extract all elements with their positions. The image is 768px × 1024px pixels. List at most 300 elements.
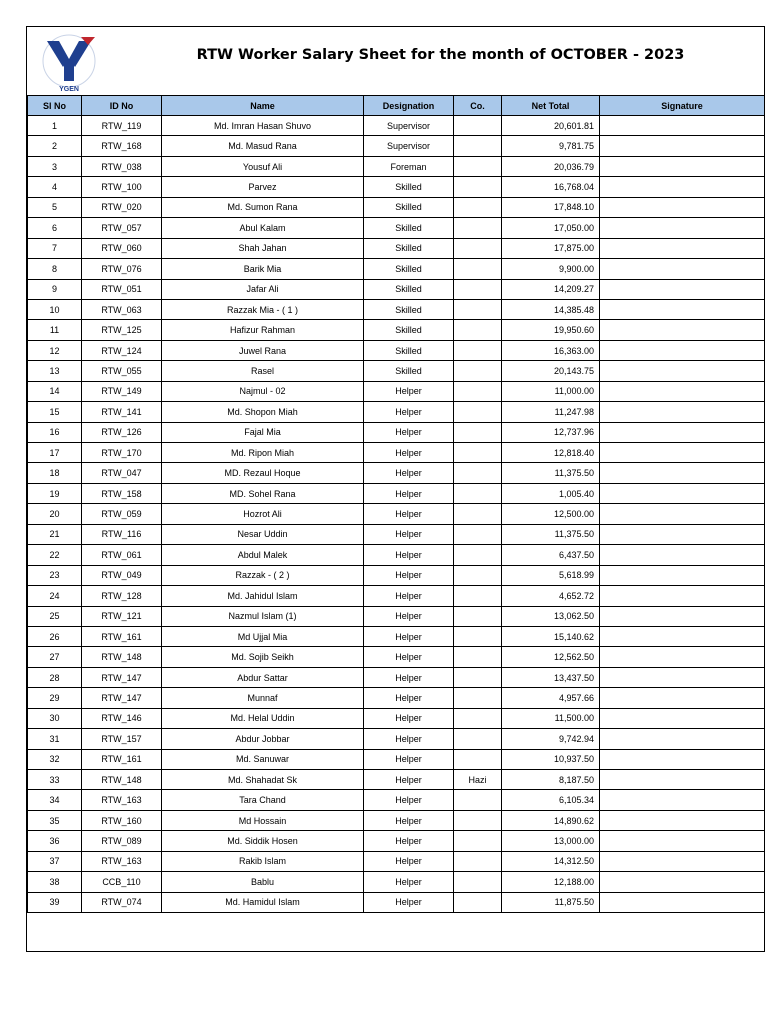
cell-co — [454, 156, 502, 176]
cell-id-no: RTW_146 — [82, 708, 162, 728]
cell-name: Yousuf Ali — [162, 156, 364, 176]
salary-table — [27, 95, 765, 913]
table-row — [28, 892, 765, 912]
cell-signature — [600, 279, 765, 299]
cell-signature — [600, 136, 765, 156]
cell-designation: Helper — [364, 504, 454, 524]
table-row — [28, 116, 765, 136]
cell-designation: Helper — [364, 586, 454, 606]
cell-id-no: CCB_110 — [82, 872, 162, 892]
sheet-header — [27, 27, 764, 95]
cell-designation: Skilled — [364, 177, 454, 197]
cell-signature — [600, 402, 765, 422]
cell-net-total: 4,652.72 — [502, 586, 600, 606]
cell-designation: Helper — [364, 667, 454, 687]
cell-designation: Skilled — [364, 238, 454, 258]
cell-name: Rakib Islam — [162, 851, 364, 871]
cell-signature — [600, 606, 765, 626]
cell-sl-no: 12 — [28, 340, 82, 360]
cell-net-total: 11,247.98 — [502, 402, 600, 422]
cell-co — [454, 361, 502, 381]
table-row — [28, 647, 765, 667]
cell-net-total: 9,742.94 — [502, 729, 600, 749]
cell-signature — [600, 770, 765, 790]
cell-co — [454, 483, 502, 503]
cell-signature — [600, 688, 765, 708]
cell-designation: Helper — [364, 545, 454, 565]
cell-sl-no: 15 — [28, 402, 82, 422]
cell-designation: Skilled — [364, 279, 454, 299]
cell-id-no: RTW_119 — [82, 116, 162, 136]
cell-sl-no: 2 — [28, 136, 82, 156]
cell-co — [454, 729, 502, 749]
cell-id-no: RTW_148 — [82, 647, 162, 667]
cell-signature — [600, 708, 765, 728]
cell-sl-no: 29 — [28, 688, 82, 708]
table-row — [28, 299, 765, 319]
cell-net-total: 11,375.50 — [502, 463, 600, 483]
cell-sl-no: 36 — [28, 831, 82, 851]
cell-net-total: 14,312.50 — [502, 851, 600, 871]
cell-sl-no: 32 — [28, 749, 82, 769]
table-row — [28, 831, 765, 851]
cell-signature — [600, 381, 765, 401]
cell-net-total: 1,005.40 — [502, 483, 600, 503]
cell-name: Md. Siddik Hosen — [162, 831, 364, 851]
cell-name: Md Ujjal Mia — [162, 626, 364, 646]
cell-id-no: RTW_121 — [82, 606, 162, 626]
cell-designation: Supervisor — [364, 116, 454, 136]
cell-net-total: 11,500.00 — [502, 708, 600, 728]
table-row — [28, 381, 765, 401]
cell-signature — [600, 810, 765, 830]
cell-sl-no: 19 — [28, 483, 82, 503]
table-row — [28, 851, 765, 871]
cell-net-total: 12,818.40 — [502, 443, 600, 463]
cell-name: Razzak Mia - ( 1 ) — [162, 299, 364, 319]
cell-name: Nesar Uddin — [162, 524, 364, 544]
cell-designation: Helper — [364, 381, 454, 401]
cell-name: Jafar Ali — [162, 279, 364, 299]
cell-sl-no: 3 — [28, 156, 82, 176]
cell-co — [454, 810, 502, 830]
cell-signature — [600, 831, 765, 851]
table-row — [28, 259, 765, 279]
cell-sl-no: 25 — [28, 606, 82, 626]
cell-sl-no: 4 — [28, 177, 82, 197]
cell-co — [454, 381, 502, 401]
col-header-sl-no: Sl No — [28, 96, 82, 116]
cell-net-total: 20,036.79 — [502, 156, 600, 176]
sheet-title: RTW Worker Salary Sheet for the month of OCTOBER - 2023 — [196, 47, 685, 63]
cell-name: Md. Sanuwar — [162, 749, 364, 769]
cell-net-total: 14,385.48 — [502, 299, 600, 319]
table-row — [28, 626, 765, 646]
cell-sl-no: 22 — [28, 545, 82, 565]
cell-signature — [600, 545, 765, 565]
cell-co — [454, 892, 502, 912]
table-row — [28, 586, 765, 606]
cell-name: Bablu — [162, 872, 364, 892]
table-row — [28, 443, 765, 463]
cell-co — [454, 647, 502, 667]
table-header-row — [28, 96, 765, 116]
cell-co — [454, 851, 502, 871]
cell-co — [454, 443, 502, 463]
cell-sl-no: 7 — [28, 238, 82, 258]
cell-sl-no: 20 — [28, 504, 82, 524]
table-row — [28, 402, 765, 422]
cell-signature — [600, 729, 765, 749]
cell-co — [454, 688, 502, 708]
cell-id-no: RTW_061 — [82, 545, 162, 565]
cell-signature — [600, 667, 765, 687]
table-row — [28, 708, 765, 728]
cell-name: Md. Jahidul Islam — [162, 586, 364, 606]
cell-name: Md. Masud Rana — [162, 136, 364, 156]
cell-signature — [600, 259, 765, 279]
cell-signature — [600, 238, 765, 258]
cell-sl-no: 28 — [28, 667, 82, 687]
table-row — [28, 197, 765, 217]
cell-co — [454, 320, 502, 340]
cell-name: Hozrot Ali — [162, 504, 364, 524]
cell-designation: Helper — [364, 647, 454, 667]
cell-signature — [600, 504, 765, 524]
cell-signature — [600, 565, 765, 585]
cell-signature — [600, 177, 765, 197]
cell-co — [454, 565, 502, 585]
cell-sl-no: 34 — [28, 790, 82, 810]
cell-co — [454, 545, 502, 565]
ygen-logo-icon — [37, 33, 101, 93]
cell-id-no: RTW_100 — [82, 177, 162, 197]
cell-co — [454, 524, 502, 544]
table-row — [28, 463, 765, 483]
cell-net-total: 4,957.66 — [502, 688, 600, 708]
table-row — [28, 238, 765, 258]
col-header-designation: Designation — [364, 96, 454, 116]
cell-name: Md. Hamidul Islam — [162, 892, 364, 912]
table-row — [28, 504, 765, 524]
cell-id-no: RTW_168 — [82, 136, 162, 156]
cell-co — [454, 626, 502, 646]
cell-sl-no: 11 — [28, 320, 82, 340]
cell-signature — [600, 340, 765, 360]
cell-co — [454, 667, 502, 687]
table-row — [28, 606, 765, 626]
cell-designation: Skilled — [364, 197, 454, 217]
cell-signature — [600, 790, 765, 810]
cell-net-total: 9,781.75 — [502, 136, 600, 156]
table-row — [28, 872, 765, 892]
cell-id-no: RTW_161 — [82, 749, 162, 769]
cell-name: Md. Imran Hasan Shuvo — [162, 116, 364, 136]
cell-designation: Helper — [364, 483, 454, 503]
cell-net-total: 12,500.00 — [502, 504, 600, 524]
cell-name: Razzak - ( 2 ) — [162, 565, 364, 585]
cell-id-no: RTW_163 — [82, 790, 162, 810]
cell-co — [454, 402, 502, 422]
cell-co — [454, 708, 502, 728]
cell-designation: Helper — [364, 790, 454, 810]
cell-net-total: 17,848.10 — [502, 197, 600, 217]
cell-net-total: 13,062.50 — [502, 606, 600, 626]
cell-net-total: 10,937.50 — [502, 749, 600, 769]
cell-designation: Helper — [364, 892, 454, 912]
cell-net-total: 19,950.60 — [502, 320, 600, 340]
cell-net-total: 11,375.50 — [502, 524, 600, 544]
cell-designation: Helper — [364, 402, 454, 422]
cell-id-no: RTW_170 — [82, 443, 162, 463]
cell-name: Rasel — [162, 361, 364, 381]
cell-id-no: RTW_148 — [82, 770, 162, 790]
cell-id-no: RTW_055 — [82, 361, 162, 381]
cell-net-total: 13,437.50 — [502, 667, 600, 687]
cell-sl-no: 21 — [28, 524, 82, 544]
cell-net-total: 14,890.62 — [502, 810, 600, 830]
cell-name: Munnaf — [162, 688, 364, 708]
cell-co — [454, 299, 502, 319]
cell-co — [454, 790, 502, 810]
cell-sl-no: 10 — [28, 299, 82, 319]
cell-signature — [600, 647, 765, 667]
cell-id-no: RTW_161 — [82, 626, 162, 646]
cell-co — [454, 504, 502, 524]
cell-net-total: 20,143.75 — [502, 361, 600, 381]
cell-sl-no: 35 — [28, 810, 82, 830]
cell-signature — [600, 586, 765, 606]
cell-designation: Skilled — [364, 340, 454, 360]
cell-sl-no: 18 — [28, 463, 82, 483]
table-row — [28, 770, 765, 790]
cell-co — [454, 872, 502, 892]
table-body — [28, 116, 765, 913]
cell-name: Barik Mia — [162, 259, 364, 279]
cell-designation: Helper — [364, 565, 454, 585]
table-row — [28, 524, 765, 544]
cell-co — [454, 606, 502, 626]
cell-id-no: RTW_063 — [82, 299, 162, 319]
cell-name: MD. Sohel Rana — [162, 483, 364, 503]
cell-id-no: RTW_116 — [82, 524, 162, 544]
cell-sl-no: 33 — [28, 770, 82, 790]
cell-id-no: RTW_038 — [82, 156, 162, 176]
table-row — [28, 340, 765, 360]
cell-signature — [600, 361, 765, 381]
table-row — [28, 177, 765, 197]
cell-sl-no: 13 — [28, 361, 82, 381]
cell-name: Md. Sumon Rana — [162, 197, 364, 217]
cell-signature — [600, 218, 765, 238]
cell-co — [454, 116, 502, 136]
cell-name: Fajal Mia — [162, 422, 364, 442]
company-logo — [37, 33, 101, 93]
cell-designation: Helper — [364, 770, 454, 790]
cell-designation: Helper — [364, 810, 454, 830]
cell-net-total: 9,900.00 — [502, 259, 600, 279]
cell-signature — [600, 626, 765, 646]
table-row — [28, 688, 765, 708]
cell-name: Juwel Rana — [162, 340, 364, 360]
cell-id-no: RTW_147 — [82, 667, 162, 687]
cell-co — [454, 238, 502, 258]
cell-designation: Skilled — [364, 218, 454, 238]
cell-designation: Helper — [364, 422, 454, 442]
cell-id-no: RTW_059 — [82, 504, 162, 524]
cell-designation: Skilled — [364, 259, 454, 279]
col-header-id-no: ID No — [82, 96, 162, 116]
table-row — [28, 279, 765, 299]
cell-designation: Foreman — [364, 156, 454, 176]
cell-id-no: RTW_157 — [82, 729, 162, 749]
cell-sl-no: 37 — [28, 851, 82, 871]
cell-sl-no: 1 — [28, 116, 82, 136]
cell-co — [454, 177, 502, 197]
cell-name: Abdur Jobbar — [162, 729, 364, 749]
cell-sl-no: 31 — [28, 729, 82, 749]
cell-net-total: 6,105.34 — [502, 790, 600, 810]
cell-designation: Helper — [364, 688, 454, 708]
cell-id-no: RTW_149 — [82, 381, 162, 401]
cell-co — [454, 831, 502, 851]
cell-designation: Helper — [364, 443, 454, 463]
cell-co — [454, 586, 502, 606]
cell-sl-no: 30 — [28, 708, 82, 728]
cell-net-total: 8,187.50 — [502, 770, 600, 790]
cell-id-no: RTW_049 — [82, 565, 162, 585]
cell-designation: Helper — [364, 708, 454, 728]
cell-net-total: 17,875.00 — [502, 238, 600, 258]
cell-id-no: RTW_074 — [82, 892, 162, 912]
table-row — [28, 136, 765, 156]
cell-sl-no: 5 — [28, 197, 82, 217]
cell-id-no: RTW_057 — [82, 218, 162, 238]
cell-sl-no: 8 — [28, 259, 82, 279]
cell-name: Md. Sojib Seikh — [162, 647, 364, 667]
cell-designation: Helper — [364, 831, 454, 851]
cell-signature — [600, 749, 765, 769]
cell-signature — [600, 197, 765, 217]
cell-designation: Skilled — [364, 299, 454, 319]
logo-text: YGEN — [59, 86, 79, 93]
cell-signature — [600, 524, 765, 544]
cell-signature — [600, 320, 765, 340]
cell-co: Hazi — [454, 770, 502, 790]
cell-sl-no: 16 — [28, 422, 82, 442]
cell-designation: Helper — [364, 729, 454, 749]
cell-name: Hafizur Rahman — [162, 320, 364, 340]
cell-name: Nazmul Islam (1) — [162, 606, 364, 626]
table-row — [28, 790, 765, 810]
cell-net-total: 12,188.00 — [502, 872, 600, 892]
cell-co — [454, 259, 502, 279]
cell-sl-no: 17 — [28, 443, 82, 463]
cell-net-total: 6,437.50 — [502, 545, 600, 565]
cell-sl-no: 14 — [28, 381, 82, 401]
cell-name: Tara Chand — [162, 790, 364, 810]
cell-co — [454, 136, 502, 156]
cell-sl-no: 24 — [28, 586, 82, 606]
cell-name: Md. Shopon Miah — [162, 402, 364, 422]
cell-designation: Helper — [364, 606, 454, 626]
cell-sl-no: 23 — [28, 565, 82, 585]
cell-name: Abdul Malek — [162, 545, 364, 565]
col-header-signature: Signature — [600, 96, 765, 116]
table-row — [28, 749, 765, 769]
cell-net-total: 5,618.99 — [502, 565, 600, 585]
cell-designation: Helper — [364, 851, 454, 871]
cell-co — [454, 340, 502, 360]
cell-id-no: RTW_089 — [82, 831, 162, 851]
cell-name: MD. Rezaul Hoque — [162, 463, 364, 483]
cell-signature — [600, 892, 765, 912]
cell-designation: Skilled — [364, 320, 454, 340]
cell-sl-no: 27 — [28, 647, 82, 667]
cell-co — [454, 463, 502, 483]
cell-sl-no: 6 — [28, 218, 82, 238]
cell-designation: Helper — [364, 749, 454, 769]
cell-sl-no: 38 — [28, 872, 82, 892]
col-header-co: Co. — [454, 96, 502, 116]
cell-designation: Helper — [364, 524, 454, 544]
cell-id-no: RTW_126 — [82, 422, 162, 442]
cell-net-total: 16,363.00 — [502, 340, 600, 360]
cell-designation: Skilled — [364, 361, 454, 381]
cell-id-no: RTW_076 — [82, 259, 162, 279]
cell-signature — [600, 422, 765, 442]
cell-net-total: 14,209.27 — [502, 279, 600, 299]
cell-net-total: 15,140.62 — [502, 626, 600, 646]
cell-designation: Helper — [364, 626, 454, 646]
table-row — [28, 565, 765, 585]
cell-co — [454, 422, 502, 442]
cell-id-no: RTW_160 — [82, 810, 162, 830]
cell-name: Md. Shahadat Sk — [162, 770, 364, 790]
table-row — [28, 545, 765, 565]
table-row — [28, 320, 765, 340]
table-row — [28, 667, 765, 687]
table-row — [28, 483, 765, 503]
col-header-name: Name — [162, 96, 364, 116]
cell-designation: Helper — [364, 463, 454, 483]
cell-id-no: RTW_141 — [82, 402, 162, 422]
cell-name: Shah Jahan — [162, 238, 364, 258]
cell-id-no: RTW_128 — [82, 586, 162, 606]
table-row — [28, 810, 765, 830]
cell-id-no: RTW_147 — [82, 688, 162, 708]
table-row — [28, 156, 765, 176]
table-row — [28, 218, 765, 238]
cell-id-no: RTW_051 — [82, 279, 162, 299]
cell-co — [454, 197, 502, 217]
cell-name: Parvez — [162, 177, 364, 197]
cell-designation: Helper — [364, 872, 454, 892]
cell-co — [454, 749, 502, 769]
cell-id-no: RTW_124 — [82, 340, 162, 360]
cell-id-no: RTW_158 — [82, 483, 162, 503]
cell-name: Md. Helal Uddin — [162, 708, 364, 728]
cell-signature — [600, 851, 765, 871]
cell-signature — [600, 156, 765, 176]
cell-net-total: 12,562.50 — [502, 647, 600, 667]
cell-net-total: 16,768.04 — [502, 177, 600, 197]
cell-net-total: 20,601.81 — [502, 116, 600, 136]
salary-sheet — [26, 26, 765, 952]
cell-signature — [600, 116, 765, 136]
cell-designation: Supervisor — [364, 136, 454, 156]
cell-net-total: 17,050.00 — [502, 218, 600, 238]
